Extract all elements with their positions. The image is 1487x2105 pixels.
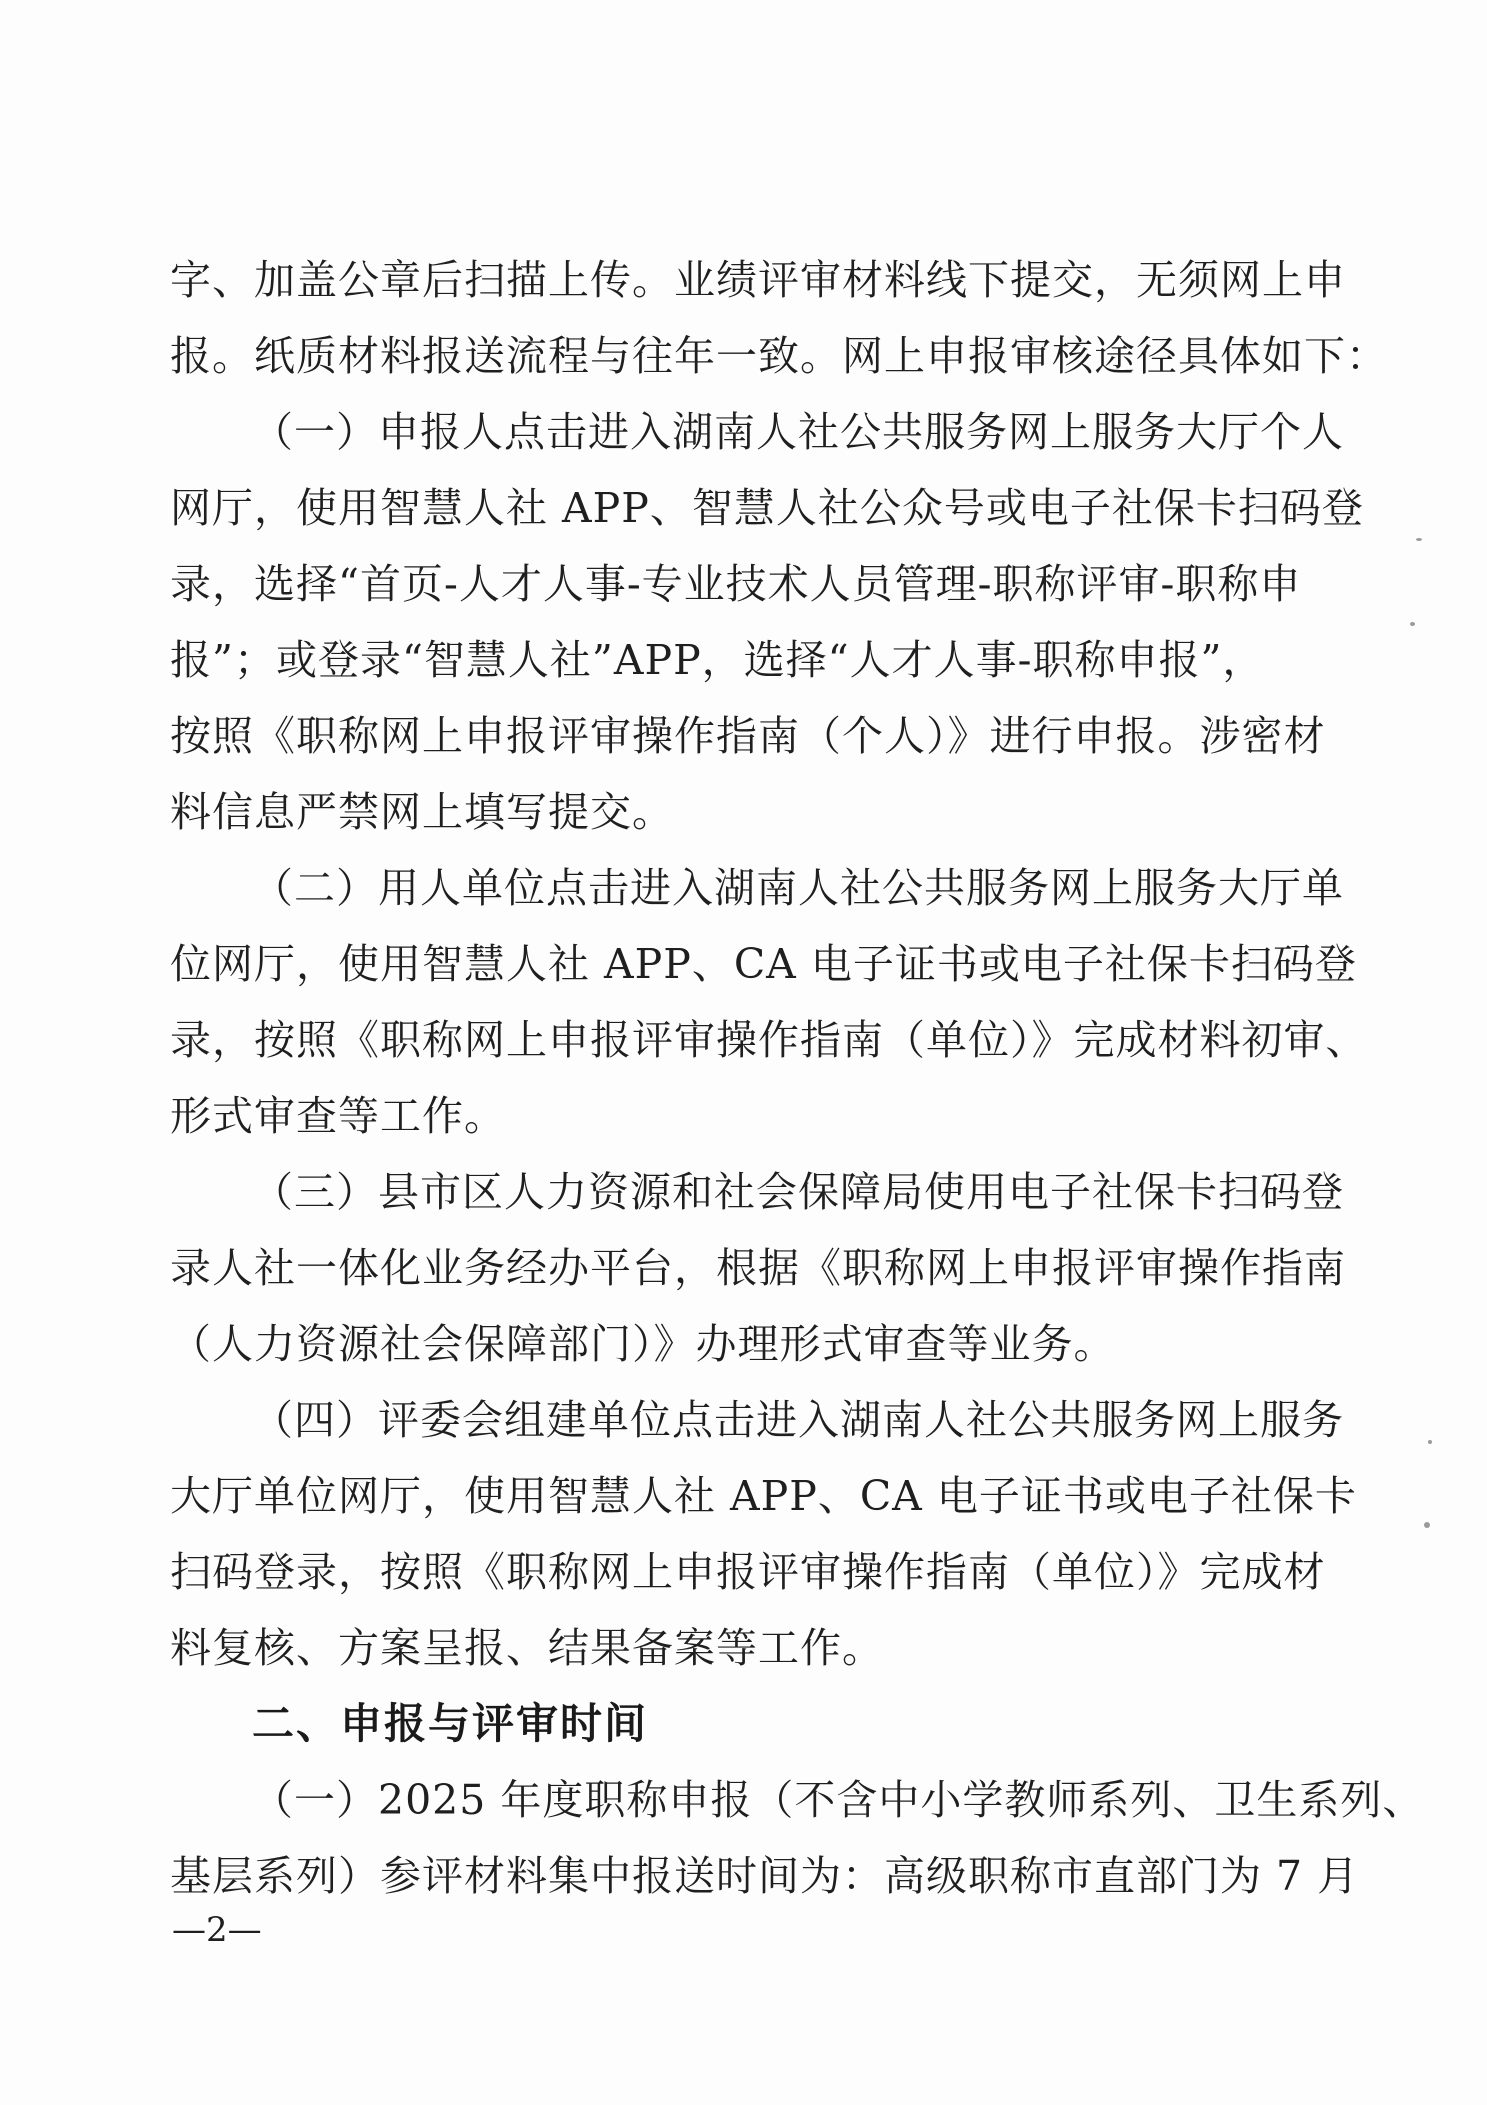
paragraph-line: 录，选择“首页-人才人事-专业技术人员管理-职称评审-职称申 [170,560,1302,608]
paragraph-line: 录人社一体化业务经办平台，根据《职称网上申报评审操作指南 [170,1244,1346,1292]
paragraph-line: （一）2025 年度职称申报（不含中小学教师系列、卫生系列、 [252,1776,1425,1824]
paragraph-line: 位网厅，使用智慧人社 APP、CA 电子证书或电子社保卡扫码登 [170,940,1357,988]
paragraph-line: 录，按照《职称网上申报评审操作指南（单位）》完成材料初审、 [170,1016,1368,1064]
paragraph-line: 按照《职称网上申报评审操作指南（个人）》进行申报。涉密材 [170,712,1326,760]
paragraph-line: （一）申报人点击进入湖南人社公共服务网上服务大厅个人 [252,408,1344,456]
page-number: —2— [172,1910,262,1950]
paragraph-line: 料信息严禁网上填写提交。 [170,788,674,836]
paragraph-line: 报。纸质材料报送流程与往年一致。网上申报审核途径具体如下： [170,332,1388,380]
scan-speck [1416,538,1422,541]
paragraph-line: 基层系列）参评材料集中报送时间为：高级职称市直部门为 7 月 [170,1852,1360,1900]
section-heading: 二、申报与评审时间 [252,1699,649,1748]
paragraph-line: 报”；或登录“智慧人社”APP，选择“人才人事-职称申报”， [170,636,1265,684]
scan-speck [1428,1440,1432,1444]
scan-speck [1410,622,1415,626]
paragraph-line: （二）用人单位点击进入湖南人社公共服务网上服务大厅单 [252,864,1344,912]
paragraph-line: 大厅单位网厅，使用智慧人社 APP、CA 电子证书或电子社保卡 [170,1472,1357,1520]
paragraph-line: （人力资源社会保障部门）》办理形式审查等业务。 [170,1320,1116,1368]
scan-speck [1424,1522,1430,1528]
paragraph-line: （四）评委会组建单位点击进入湖南人社公共服务网上服务 [252,1396,1344,1444]
paragraph-line: 网厅，使用智慧人社 APP、智慧人社公众号或电子社保卡扫码登 [170,484,1364,532]
paragraph-line: 字、加盖公章后扫描上传。业绩评审材料线下提交，无须网上申 [170,256,1346,304]
paragraph-line: （三）县市区人力资源和社会保障局使用电子社保卡扫码登 [252,1168,1344,1216]
paragraph-line: 形式审查等工作。 [170,1092,506,1140]
paragraph-line: 料复核、方案呈报、结果备案等工作。 [170,1624,884,1672]
paragraph-line: 扫码登录，按照《职称网上申报评审操作指南（单位）》完成材 [170,1548,1326,1596]
